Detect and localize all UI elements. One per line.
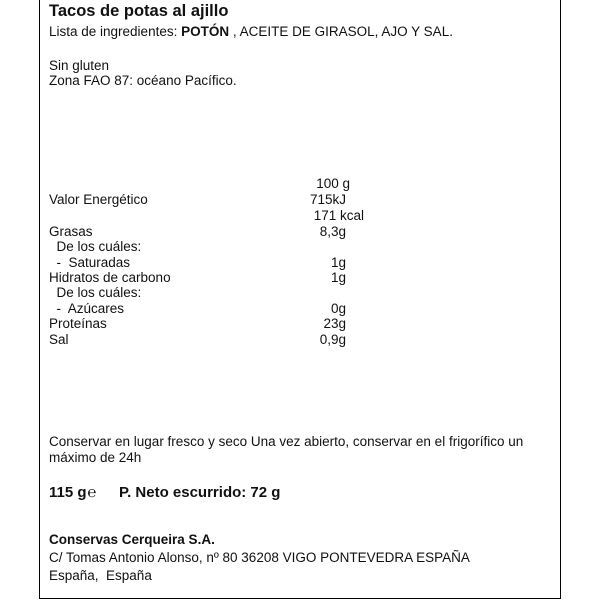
nutrition-value-fat: 8,3g: [319, 224, 346, 239]
fao-zone: Zona FAO 87: océano Pacífico.: [49, 73, 237, 88]
nutrition-value-saturated: 1g: [330, 255, 346, 270]
estimated-sign-icon: ℮: [87, 484, 97, 501]
nutrition-label-energy: Valor Energético: [49, 192, 148, 207]
nutrition-label-sugars: - Azúcares: [49, 301, 125, 316]
nutrition-value-energy-kj: 715kJ: [309, 192, 346, 207]
nutrition-label-saturated: - Saturadas: [49, 255, 131, 270]
nutrition-value-protein: 23g: [323, 316, 346, 331]
company-address: C/ Tomas Antonio Alonso, nº 80 36208 VIGO PONTEVEDRA ESPAÑA: [49, 550, 470, 565]
company-name: Conservas Cerqueira S.A.: [49, 532, 215, 547]
gluten-note: Sin gluten: [49, 58, 110, 73]
net-weight-value: 115 g: [49, 484, 87, 501]
nutrition-label-carbs: Hidratos de carbono: [49, 270, 171, 285]
ingredients-label: Lista de ingredientes:: [49, 24, 182, 39]
drained-weight: P. Neto escurrido: 72 g: [119, 484, 281, 501]
nutrition-label-of-which-1: De los cuáles:: [49, 239, 142, 254]
ingredients-allergen: POTÓN: [181, 24, 230, 39]
ingredients-rest: , ACEITE DE GIRASOL, AJO Y SAL.: [229, 24, 453, 39]
nutrition-value-sugars: 0g: [330, 301, 346, 316]
company-country: España, España: [49, 568, 152, 583]
nutrition-value-carbs: 1g: [330, 270, 346, 285]
storage-instructions-line2: máximo de 24h: [49, 450, 142, 465]
storage-instructions-line1: Conservar en lugar fresco y seco Una vez abierto, conservar en el frigorífico un: [49, 434, 524, 449]
ingredients-line: [49, 24, 453, 39]
nutrition-value-energy-kcal: 171 kcal: [313, 208, 364, 223]
nutrition-label-fat: Grasas: [49, 224, 93, 239]
nutrition-value-salt: 0,9g: [319, 332, 346, 347]
net-weight: [49, 484, 97, 501]
nutrition-label-salt: Sal: [49, 332, 69, 347]
product-title: Tacos de potas al ajillo: [49, 2, 229, 20]
nutrition-label-protein: Proteínas: [49, 316, 107, 331]
nutrition-label-of-which-2: De los cuáles:: [49, 285, 142, 300]
nutrition-header: 100 g: [316, 176, 350, 191]
